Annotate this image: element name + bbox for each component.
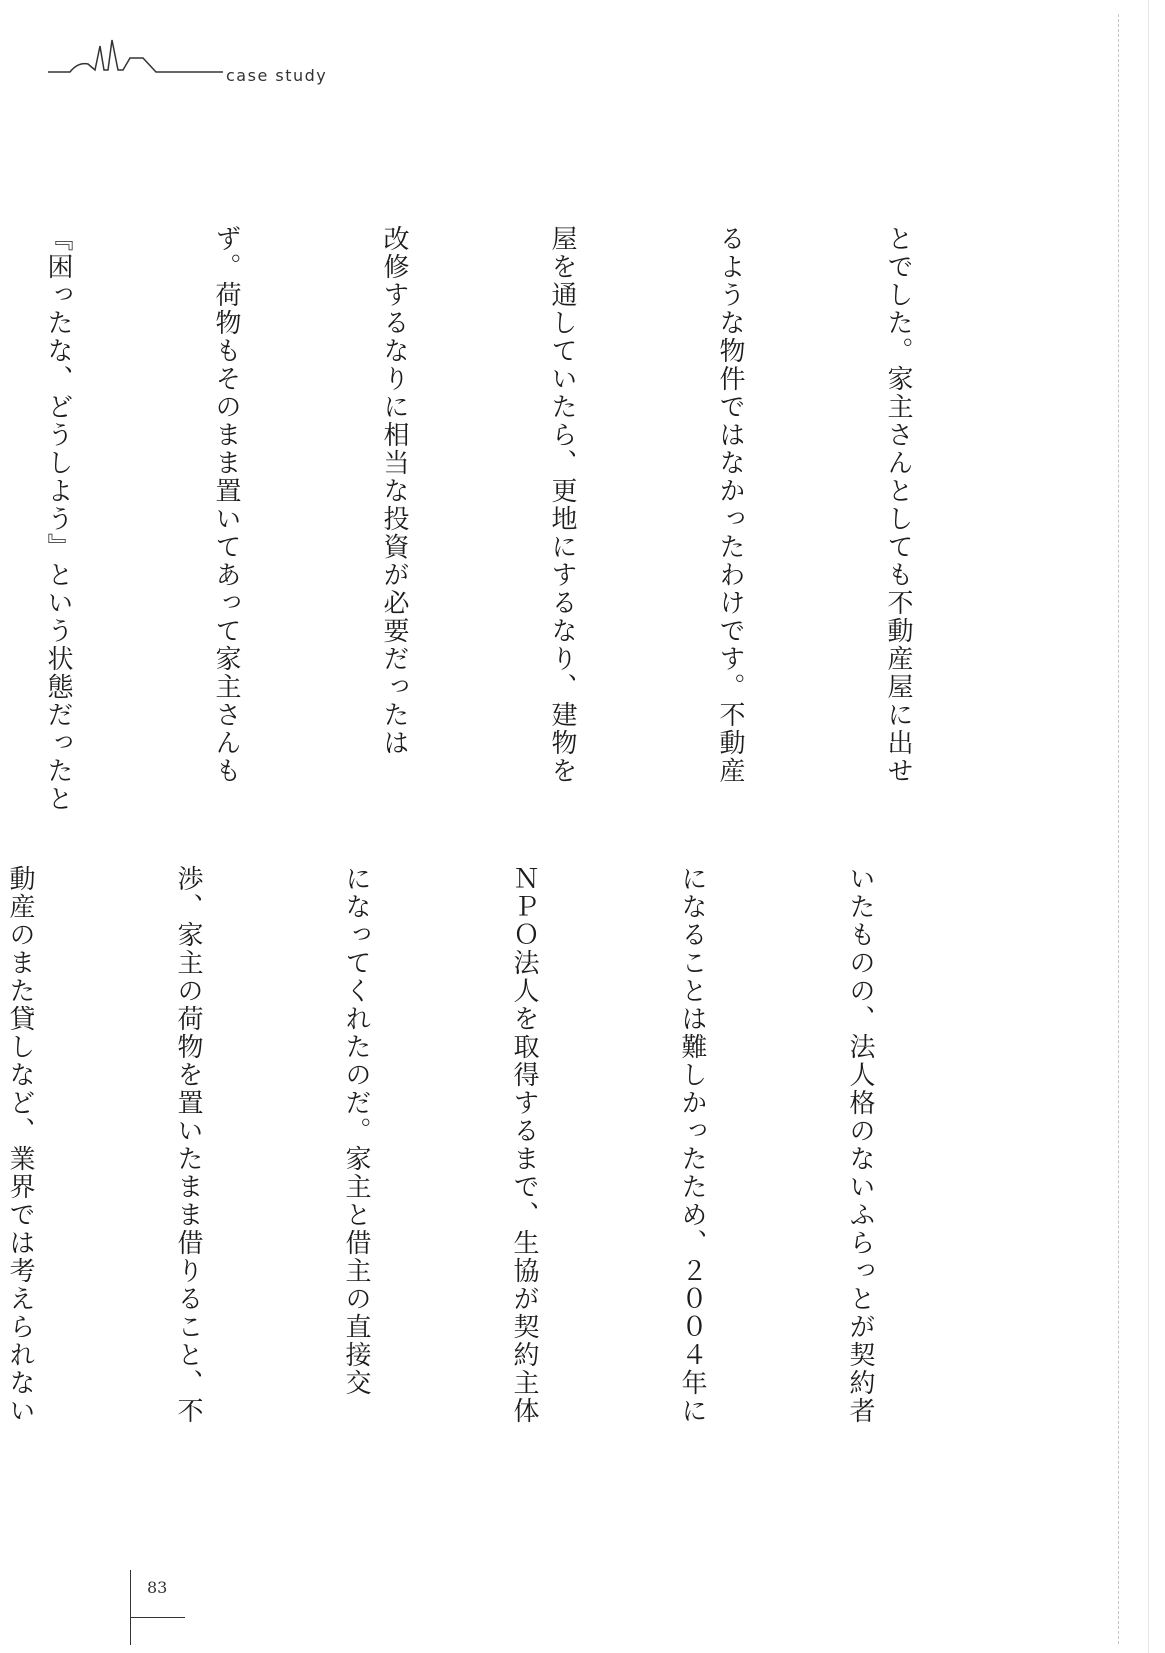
body-text-lower [0, 865, 1000, 1425]
folio-baseline [130, 1617, 185, 1618]
text-column: とでした。家主さんとしても不動産屋に出せ [883, 225, 913, 785]
text-column: 『困ったな、どうしよう』という状態だったと [43, 225, 73, 813]
folio-rule [130, 1570, 131, 1645]
text-column: いたものの、法人格のないふらっとが契約者 [845, 865, 875, 1425]
text-column: ず。荷物もそのまま置いてあって家主さんも [211, 225, 241, 785]
text-column: になることは難しかったため、２００４年に [677, 865, 707, 1425]
page-edge-line [1148, 0, 1149, 1653]
text-column: るような物件ではなかったわけです。不動産 [715, 225, 745, 785]
page-number: 83 [147, 1578, 168, 1597]
text-column: 動産のまた貸しなど、業界では考えられない [5, 865, 35, 1425]
text-column: 屋を通していたら、更地にするなり、建物を [547, 225, 577, 785]
header-label: case study [226, 66, 328, 85]
text-column: 渉、家主の荷物を置いたまま借りること、不 [173, 865, 203, 1425]
page-spine-line [1118, 14, 1119, 1644]
text-column: になってくれたのだ。家主と借主の直接交 [341, 865, 371, 1397]
text-column: ＮＰＯ法人を取得するまで、生協が契約主体 [509, 865, 539, 1425]
text-column: 改修するなりに相当な投資が必要だったは [379, 225, 409, 757]
header-mark [48, 36, 228, 90]
